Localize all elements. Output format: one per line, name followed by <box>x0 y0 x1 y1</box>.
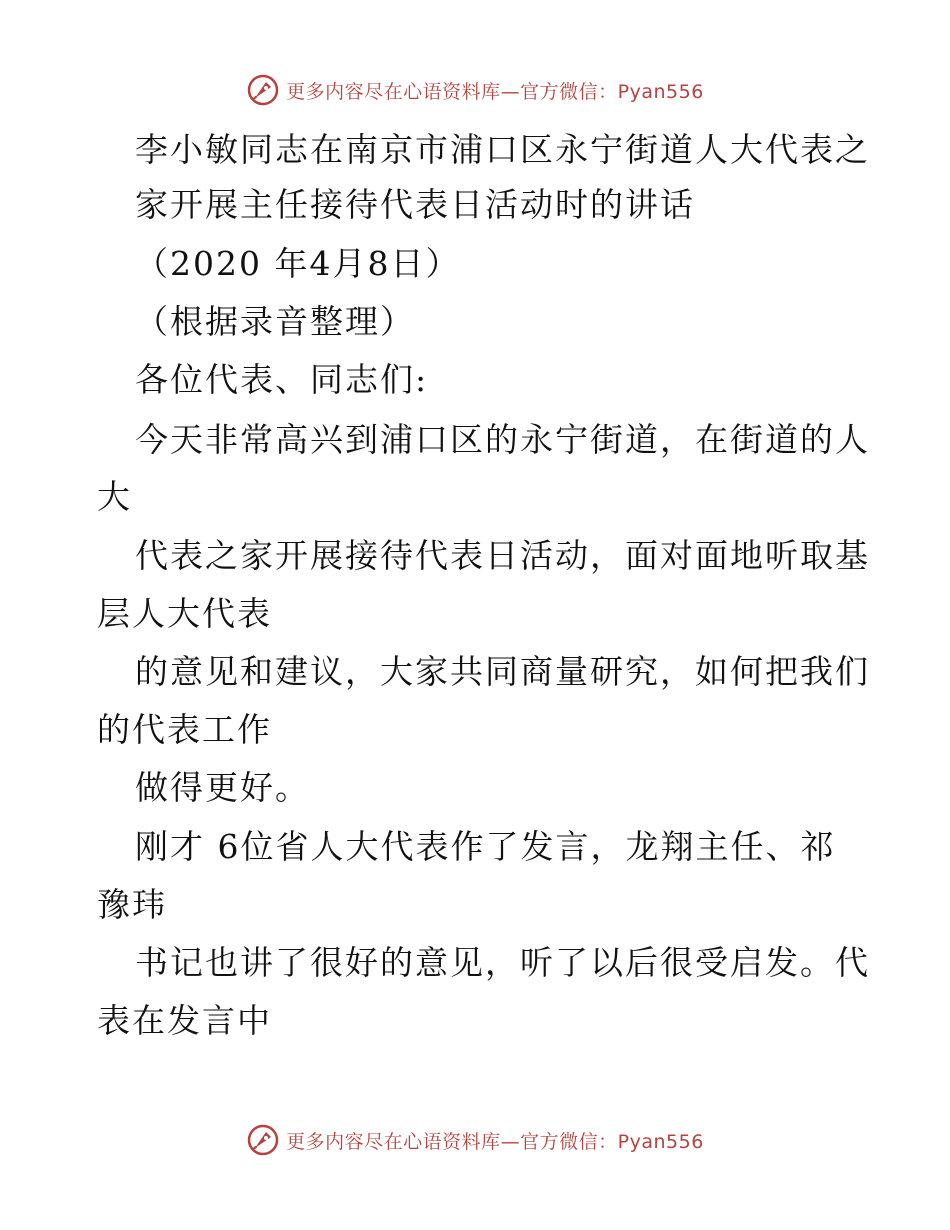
paragraph-line: 表在发言中 <box>97 1001 272 1040</box>
footer-watermark-banner <box>0 1120 950 1160</box>
paragraph-line: 今天非常高兴到浦口区的永宁街道，在街道的人 <box>135 420 870 459</box>
title-line-1: 李小敏同志在南京市浦口区永宁街道人大代表之 <box>135 130 870 169</box>
paragraph-line: 的意见和建议，大家共同商量研究，如何把我们 <box>135 652 870 691</box>
paragraph-line: 大 <box>97 477 132 516</box>
paragraph-line: 的代表工作 <box>97 710 272 749</box>
paragraph-line: 豫玮 <box>97 885 167 924</box>
footer-watermark-text: 更多内容尽在心语资料库—官方微信：Pyan556 <box>286 1130 704 1153</box>
title-line-2: 家开展主任接待代表日活动时的讲话 <box>135 185 695 224</box>
date-line: （2020 年4月8日） <box>135 244 461 283</box>
paragraph-line: 书记也讲了很好的意见，听了以后很受启发。代 <box>135 943 870 982</box>
header-watermark-banner <box>0 70 950 110</box>
paragraph-line: 代表之家开展接待代表日活动，面对面地听取基 <box>135 536 870 575</box>
pen-nib-logo-icon <box>246 73 280 107</box>
salutation-line: 各位代表、同志们: <box>135 360 429 399</box>
paragraph-line: 做得更好。 <box>135 768 310 807</box>
header-watermark-text: 更多内容尽在心语资料库—官方微信：Pyan556 <box>286 80 704 103</box>
pen-nib-logo-icon <box>246 1123 280 1157</box>
paragraph-line: 刚才 6位省人大代表作了发言，龙翔主任、祁 <box>135 827 836 866</box>
note-line: （根据录音整理） <box>135 302 415 341</box>
paragraph-line: 层人大代表 <box>97 594 272 633</box>
